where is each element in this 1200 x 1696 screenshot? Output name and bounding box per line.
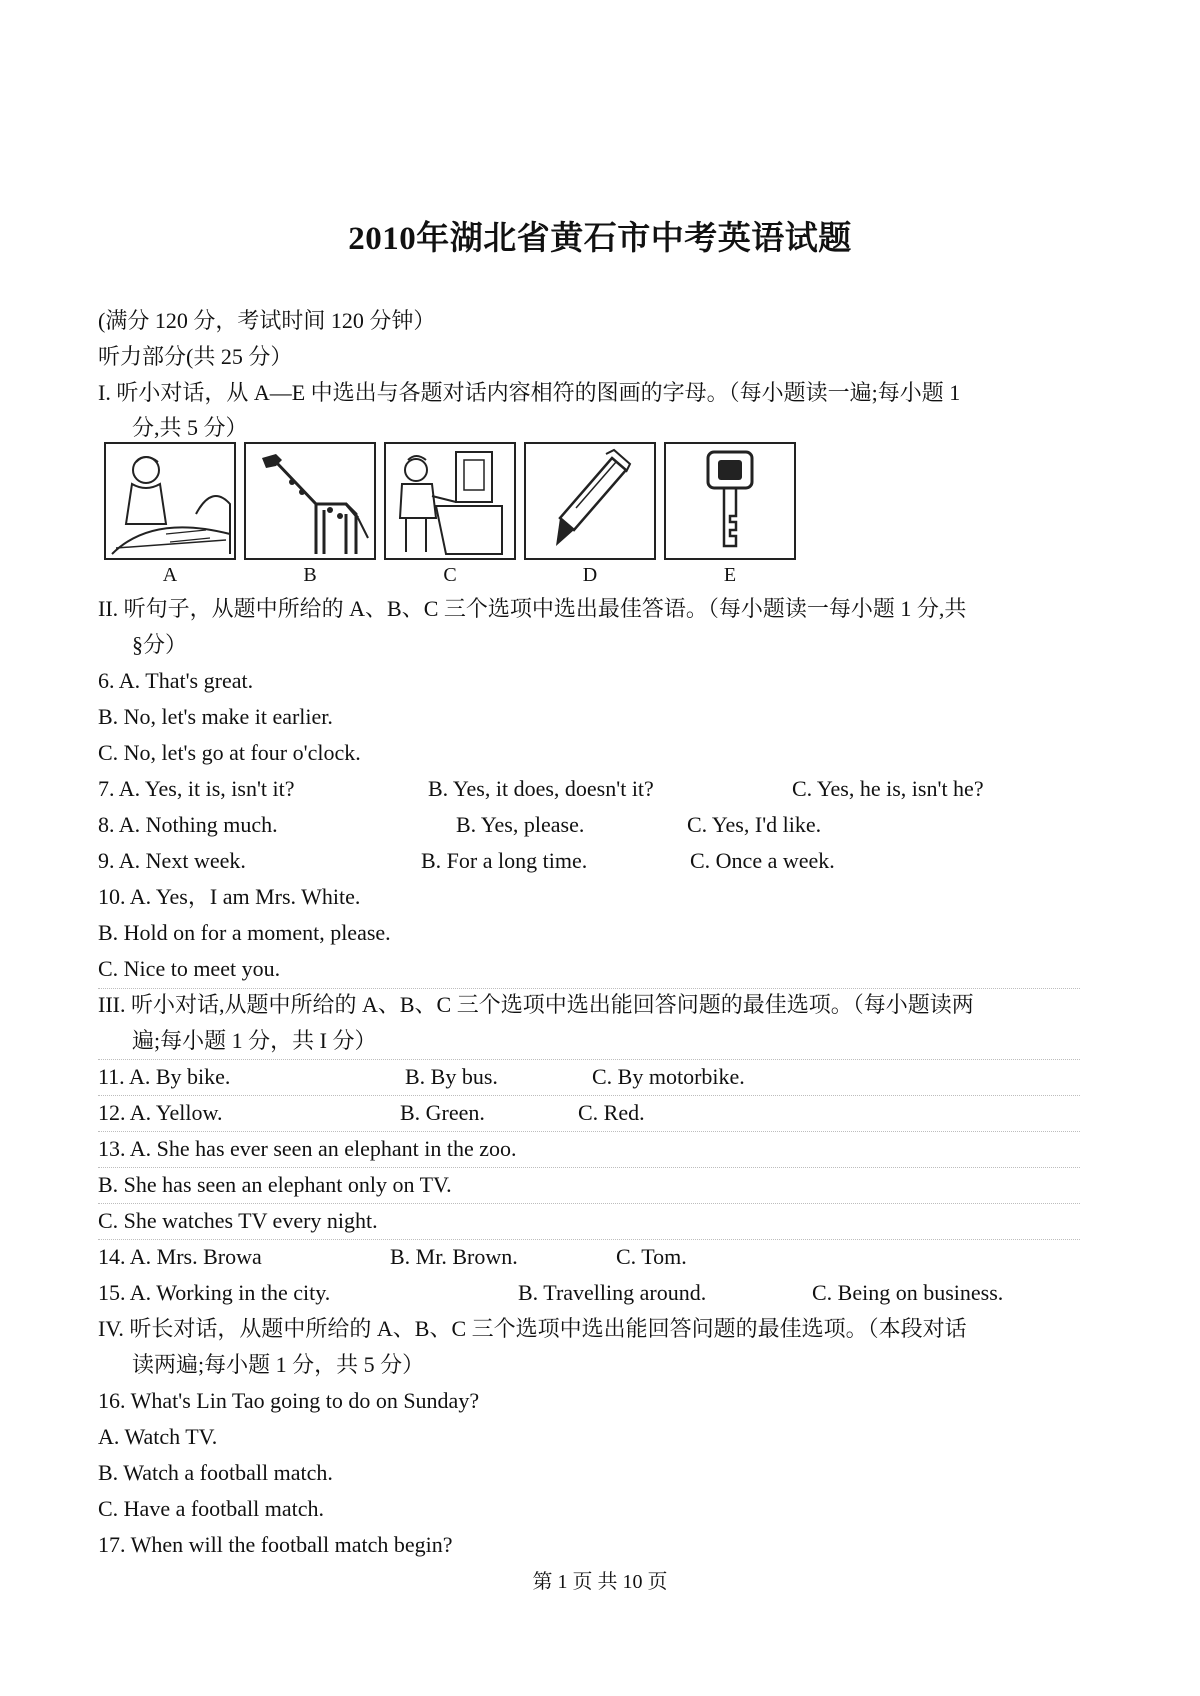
q12-option-c: C. Red. [578,1100,645,1125]
q15-option-b: B. Travelling around. [518,1280,707,1305]
q13-option-a: 13. A. She has ever seen an elephant in the zoo. [98,1136,517,1161]
section1-instruction: I. 听小对话，从 A—E 中选出与各题对话内容相符的图画的字母。（每小题读一遍;每小题 1 [98,380,961,405]
section1-instruction-cont: 分,共 5 分） [132,415,248,440]
key-icon [664,442,796,586]
section2-instruction-cont: §分） [132,632,188,657]
q16-option-a: A. Watch TV. [98,1424,218,1449]
q11-option-b: B. By bus. [405,1064,498,1089]
listening-heading: 听力部分(共 25 分） [98,344,293,369]
q8-option-b: B. Yes, please. [456,812,585,837]
section3-instruction: III. 听小对话,从题中所给的 A、B、C 三个选项中选出能回答问题的最佳选项。（每小题读两 [98,992,974,1017]
divider [98,1239,1080,1240]
q14-option-a: 14. A. Mrs. Browa [98,1244,262,1269]
q17-question: 17. When will the football match begin? [98,1532,453,1557]
q7-option-a: 7. A. Yes, it is, isn't it? [98,776,295,801]
q13-option-b: B. She has seen an elephant only on TV. [98,1172,452,1197]
section4-instruction: IV. 听长对话，从题中所给的 A、B、C 三个选项中选出能回答问题的最佳选项。（本段对话 [98,1316,967,1341]
q6-option-c: C. No, let's go at four o'clock. [98,740,361,765]
picture-label: D [582,564,598,586]
picture-label: E [723,564,737,586]
q15-option-a: 15. A. Working in the city. [98,1280,331,1305]
pen-icon [524,442,656,586]
page-footer: 第 1 页 共 10 页 [532,1571,668,1593]
page-title: 2010年湖北省黄石市中考英语试题 [348,221,852,257]
picture-label: C [443,564,457,586]
q14-option-c: C. Tom. [616,1244,687,1269]
q10-option-c: C. Nice to meet you. [98,956,281,981]
q16-question: 16. What's Lin Tao going to do on Sunday? [98,1388,480,1413]
q14-option-b: B. Mr. Brown. [390,1244,518,1269]
q15-option-c: C. Being on business. [812,1280,1004,1305]
divider [98,1167,1080,1168]
q8-option-c: C. Yes, I'd like. [687,812,822,837]
q6-option-a: 6. A. That's great. [98,668,254,693]
sick-person-in-bed-icon [104,442,236,586]
q6-option-b: B. No, let's make it earlier. [98,704,333,729]
q9-option-c: C. Once a week. [690,848,835,873]
section3-instruction-cont: 遍;每小题 1 分，共 I 分） [132,1028,377,1053]
q16-option-c: C. Have a football match. [98,1496,325,1521]
q12-option-a: 12. A. Yellow. [98,1100,223,1125]
q7-option-b: B. Yes, it does, doesn't it? [428,776,654,801]
section4-instruction-cont: 读两遍;每小题 1 分，共 5 分） [132,1352,425,1377]
q10-option-b: B. Hold on for a moment, please. [98,920,391,945]
q7-option-c: C. Yes, he is, isn't he? [792,776,984,801]
divider [98,1131,1080,1132]
section2-instruction: II. 听句子，从题中所给的 A、B、C 三个选项中选出最佳答语。（每小题读一每小题 1 分,共 [98,596,967,621]
q16-option-b: B. Watch a football match. [98,1460,333,1485]
divider [98,1059,1080,1060]
person-at-computer-icon [384,442,516,586]
picture-options [104,442,804,588]
divider [98,1203,1080,1204]
q10-option-a: 10. A. Yes，I am Mrs. White. [98,884,361,909]
q12-option-b: B. Green. [400,1100,485,1125]
exam-intro: (满分 120 分，考试时间 120 分钟） [98,308,436,333]
q8-option-a: 8. A. Nothing much. [98,812,278,837]
q11-option-c: C. By motorbike. [592,1064,745,1089]
q11-option-a: 11. A. By bike. [98,1064,231,1089]
giraffe-icon [244,442,376,586]
picture-label: B [303,564,317,586]
q13-option-c: C. She watches TV every night. [98,1208,378,1233]
picture-label: A [162,564,178,586]
q9-option-b: B. For a long time. [421,848,588,873]
q9-option-a: 9. A. Next week. [98,848,246,873]
divider [98,1095,1080,1096]
